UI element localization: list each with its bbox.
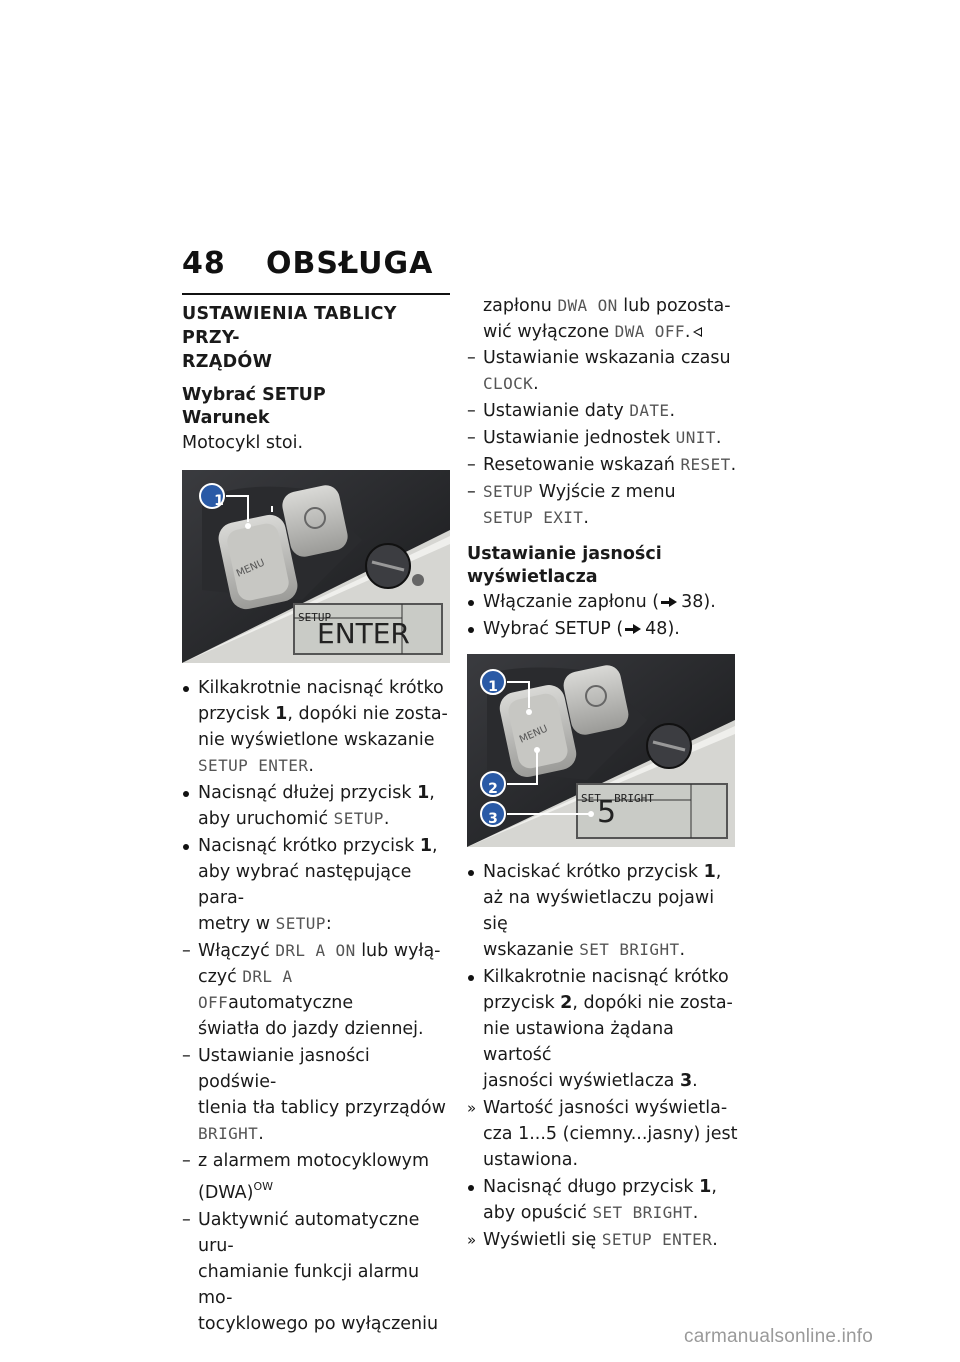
dash-item: Resetowanie wskazań RESET. (483, 455, 737, 475)
callout-3: 3 (488, 811, 498, 827)
dash-item: Ustawianie wskazania czasu CLOCK. (483, 348, 731, 394)
result-item: Wyświetli się SETUP ENTER. (483, 1230, 718, 1250)
bullet-item: Nacisnąć krótko przycisk 1, aby wybrać następujące para- metry w SETUP: (198, 836, 438, 934)
bullet-item: Włączanie zapłonu ( 38). (483, 592, 716, 612)
condition-text: Motocykl stoi. (182, 433, 304, 453)
page-number: 48 (182, 246, 226, 281)
callout-1: 1 (214, 493, 224, 509)
bullet-item: Naciskać krótko przycisk 1, aż na wyświetlaczu pojawi się wskazanie SET BRIGHT. (483, 862, 722, 960)
page-reference-arrow-icon (625, 624, 641, 634)
section-rule (182, 293, 450, 295)
end-of-section-icon (693, 327, 702, 337)
page-header (182, 246, 782, 286)
left-column (182, 293, 450, 1338)
dash-item: Ustawianie jasności podświe- tlenia tła tablicy przyrządów BRIGHT. (198, 1046, 446, 1144)
lcd-setup-label: SETUP (298, 611, 332, 624)
menu-label: MENU (234, 557, 267, 580)
lcd-set-bright-label: SET BRIGHT (581, 792, 654, 805)
lcd-brightness-value: 5 (597, 795, 617, 830)
chapter-title: OBSŁUGA (266, 246, 434, 281)
continued-item: zapłonu DWA ON lub pozosta- wić wyłączone DWA OFF. (483, 296, 731, 342)
dash-item: z alarmem motocyklowym (DWA)$^{OW}$ (198, 1151, 430, 1203)
subheading-select-setup: Wybrać SETUP (182, 385, 326, 405)
dash-item: SETUP Wyjście z menu SETUP EXIT. (483, 482, 676, 528)
bullet-item: Kilkakrotnie nacisnąć krótko przycisk 2, dopóki nie zosta- nie ustawiona żądana wartość jasności wyświetlacza 3. (483, 967, 733, 1091)
section-title: USTAWIENIA TABLICY PRZY- RZĄDÓW (182, 304, 397, 372)
figure-set-bright (467, 654, 735, 847)
menu-label: MENU (517, 723, 550, 746)
bullet-item: Nacisnąć dłużej przycisk 1, aby uruchomić SETUP. (198, 783, 435, 829)
dash-item: Ustawianie jednostek UNIT. (483, 428, 722, 448)
dash-item: Uaktywnić automatyczne uru- chamianie funkcji alarmu mo- tocyklowego po wyłączeniu (198, 1210, 439, 1334)
subheading-condition: Warunek (182, 408, 270, 428)
callout-2: 2 (488, 781, 498, 797)
result-item: Wartość jasności wyświetla- cza 1...5 (ciemny...jasny) jest ustawiona. (483, 1098, 738, 1170)
right-column (467, 293, 741, 1254)
bullet-item: Wybrać SETUP ( 48). (483, 619, 680, 639)
bullet-item: Nacisnąć długo przycisk 1, aby opuścić SET BRIGHT. (483, 1177, 717, 1223)
dash-item: Ustawianie daty DATE. (483, 401, 676, 421)
subheading-brightness: Ustawianie jasności wyświetlacza (467, 544, 662, 587)
bullet-item: Kilkakrotnie nacisnąć krótko przycisk 1, dopóki nie zosta- nie wyświetlone wskazanie SETUP ENTER. (198, 678, 448, 776)
watermark-text: carmanualsonline.info (684, 1326, 874, 1347)
callout-1: 1 (488, 679, 498, 695)
dash-item: Włączyć DRL A ON lub wyłą- czyć DRL A OFFautomatyczne światła do jazdy dziennej. (198, 941, 441, 1039)
lcd-enter-label: ENTER (317, 617, 410, 650)
page-reference-arrow-icon (661, 597, 677, 607)
figure-setup-enter (182, 470, 450, 663)
